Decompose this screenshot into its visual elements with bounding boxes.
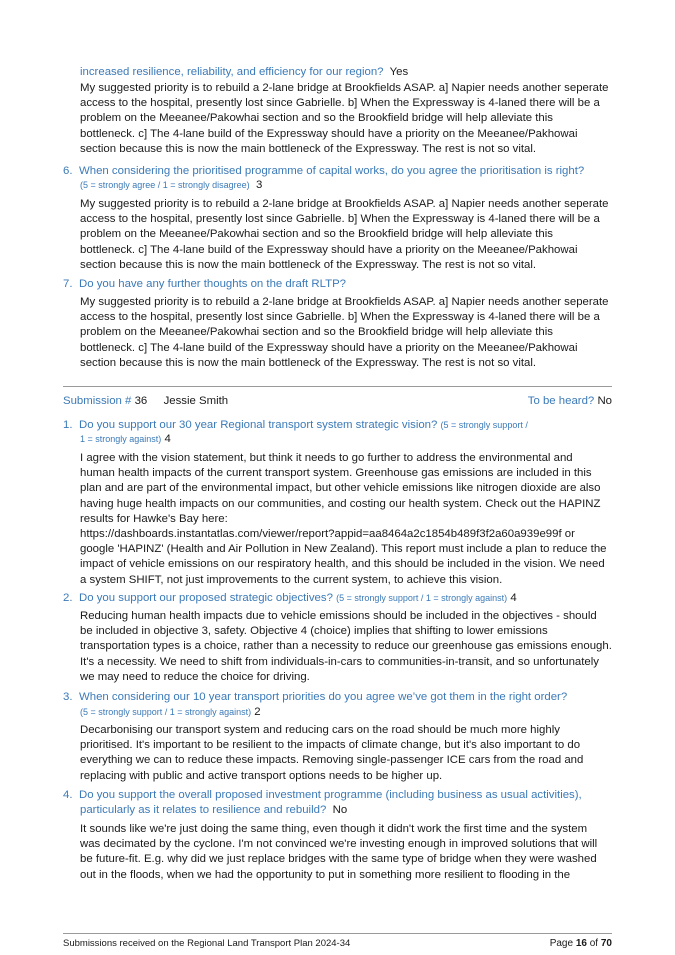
submitter-name: Jessie Smith bbox=[163, 395, 229, 407]
footer-divider bbox=[63, 933, 612, 934]
answer-body: My suggested priority is to rebuild a 2-lane bridge at Brookfields ASAP. a] Napier needs another seperate access to the hospital, presently lost since Gabrielle. b] When the Expressway is 4-laned there will be a problem on the Meeanee/Pakowhai section and so the Brookfield bridge will help alleviate this bottleneck. c] The 4-lane build of the Expressway should have a priority on the Meeanee/Pakhowai section because this is now the main bottleneck of the Expressway. The rest is not so vital. bbox=[80, 296, 609, 369]
submission-number: 36 bbox=[134, 395, 148, 407]
question-continuation: increased resilience, reliability, and efficiency for our region? Yes bbox=[80, 66, 409, 78]
answer-value: No bbox=[332, 804, 348, 816]
question-7: 7. Do you have any further thoughts on the draft RLTP? bbox=[63, 278, 346, 290]
answer-body: It sounds like we're just doing the same thing, even though it didn't work the first time and the system was decimated by the cyclone. I'm not convinced we're investing enough in improved solutions that will be future-fit. E.g. why did we just replace bridges with the same type of bridge when they were washed out in the floods, when we had the opportunity to put in something more resilient to flooding in the bbox=[80, 823, 598, 881]
question-6: 6. When considering the prioritised programme of capital works, do you agree the prioritisation is right? bbox=[63, 165, 585, 177]
question-1: 1. Do you support our 30 year Regional transport system strategic vision? (5 = strongly support / bbox=[63, 419, 528, 431]
to-be-heard: To be heard? No bbox=[527, 395, 612, 407]
answer-value: 3 bbox=[255, 179, 263, 191]
question-1-scale: 1 = strongly against) 4 bbox=[80, 433, 171, 445]
answer-body: Decarbonising our transport system and reducing cars on the road should be much more highly prioritised. It's important to be resilient to the impacts of climate change, but it's also important to do everything we can to reduce these impacts. Removing single-passenger ICE cars from the road and replacing with public and active transport options needs to be higher up. bbox=[80, 724, 584, 782]
answer-value: 4 bbox=[510, 592, 517, 604]
submission-header: Submission # 36 Jessie Smith To be heard? No bbox=[63, 395, 612, 407]
answer-body: Reducing human health impacts due to vehicle emissions should be included in the objectives - should be included in objective 3, safety. Objective 4 (choice) implies that shifting to lower emissions transportation types is a choice, rather than a necessity to reduce our greenhouse gas emissions enough. It's a necessity. We need to shift from individuals-in-cars to communities-in-transit, and so unfortunately we may need to reduce the choice for driving. bbox=[80, 610, 612, 683]
question-3: 3. When considering our 10 year transport priorities do you agree we’ve got them in the right order? bbox=[63, 691, 568, 703]
answer-body: I agree with the vision statement, but think it needs to go further to address the environmental and human health impacts of the current transport system. Greenhouse gas emissions are included in this plan and are part of the environmental impact, but other vehicle emissions like nitrogen dioxide are also having huge health impacts on our communities, and costing our health system. Check out the HAPINZ results for Hawke's Bay here: https://dashboards.instantatlas.com/viewer/report?appid=aa8464a2c1854b489f3f2a60a939e99f or google 'HAPINZ' (Health and Air Pollution in New Zealand). This report must include a plan to reduce the impact of vehicle emissions on our respiratory health, and this should be included in the vision. We need a system SHIFT, not just improvements to the current system, to achieve this vision. bbox=[80, 452, 607, 586]
answer-value: Yes bbox=[389, 66, 409, 78]
page-number: Page 16 of 70 bbox=[549, 938, 612, 949]
divider bbox=[63, 386, 612, 387]
answer-value: 2 bbox=[254, 706, 261, 718]
answer-body: My suggested priority is to rebuild a 2-lane bridge at Brookfields ASAP. a] Napier needs another seperate access to the hospital, presently lost since Gabrielle. b] When the Expressway is 4-laned there will be a problem on the Meeanee/Pakowhai section and so the Brookfield bridge will help alleviate this bottleneck. c] The 4-lane build of the Expressway should have a priority on the Meeanee/Pakhowai section because this is now the main bottleneck of the Expressway. The rest is not so vital. bbox=[80, 82, 609, 155]
question-4-cont: particularly as it relates to resilience and rebuild? No bbox=[80, 804, 348, 816]
answer-value: 4 bbox=[164, 433, 171, 445]
page-footer bbox=[63, 938, 612, 950]
question-2: 2. Do you support our proposed strategic objectives? (5 = strongly support / 1 = strongly against) 4 bbox=[63, 592, 517, 604]
answer-body: My suggested priority is to rebuild a 2-lane bridge at Brookfields ASAP. a] Napier needs another seperate access to the hospital, presently lost since Gabrielle. b] When the Expressway is 4-laned there will be a problem on the Meeanee/Pakowhai section and so the Brookfield bridge will help alleviate this bottleneck. c] The 4-lane build of the Expressway should have a priority on the Meeanee/Pakhowai section because this is now the main bottleneck of the Expressway. The rest is not so vital. bbox=[80, 198, 609, 271]
footer-title: Submissions received on the Regional Land Transport Plan 2024-34 bbox=[63, 938, 351, 949]
question-6-scale: (5 = strongly agree / 1 = strongly disagree) 3 bbox=[80, 179, 263, 191]
question-3-scale: (5 = strongly support / 1 = strongly against) 2 bbox=[80, 706, 261, 718]
question-4: 4. Do you support the overall proposed investment programme (including business as usual activities), bbox=[63, 789, 582, 801]
